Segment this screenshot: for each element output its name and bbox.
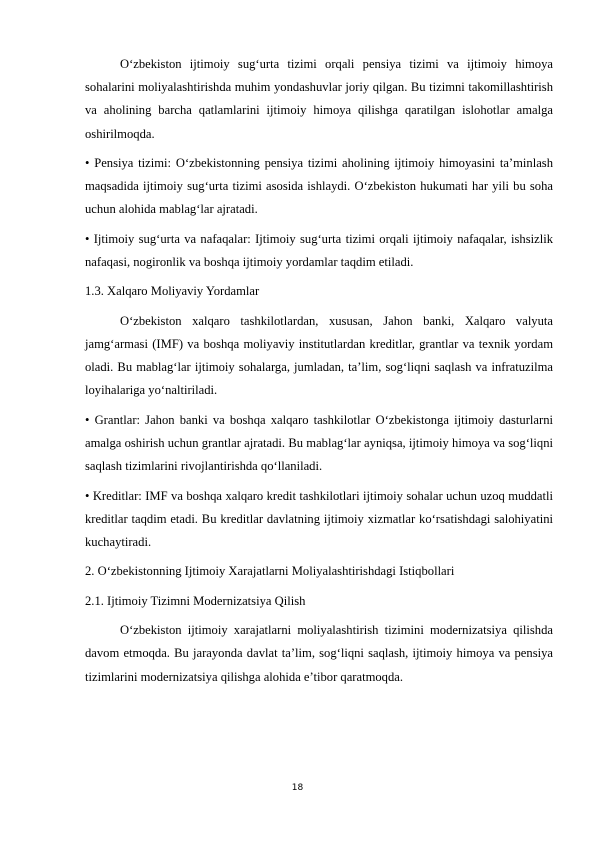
page-number: 18 — [291, 783, 304, 793]
bullet-social-insurance-benefits: • Ijtimoiy sug‘urta va nafaqalar: Ijtimoiy sug‘urta tizimi orqali ijtimoiy nafaqalar, ishsizlik nafaqasi, nogironlik va boshqa ijtimoiy yordamlar taqdim etiladi. — [85, 231, 553, 269]
document-body — [85, 53, 553, 695]
bullet-grants: • Grantlar: Jahon banki va boshqa xalqaro tashkilotlar O‘zbekistonga ijtimoiy dasturlarni amalga oshirish uchun grantlar ajratadi. Bu mablag‘lar ayniqsa, ijtimoiy himoya va sog‘liqni saqlash tizimlarini rivojlantirishda qo‘llaniladi. — [85, 412, 553, 474]
bullet-credits: • Kreditlar: IMF va boshqa xalqaro kredit tashkilotlari ijtimoiy sohalar uchun uzoq muddatli kreditlar taqdim etadi. Bu kreditlar davlatning ijtimoiy xizmatlar ko‘rsatishdagi salohiyatini kuchaytiradi. — [85, 488, 553, 549]
bullet-pension-system: • Pensiya tizimi: O‘zbekistonning pensiya tizimi aholining ijtimoiy himoyasini ta’minlash maqsadida ijtimoiy sug‘urta tizimi asosida ishlaydi. O‘zbekiston hukumati har yili bu soha uchun alohida mablag‘lar ajratadi. — [85, 156, 553, 217]
section-heading-1-3: 1.3. Xalqaro Moliyaviy Yordamlar — [85, 284, 260, 299]
paragraph-international-aid: O‘zbekiston xalqaro tashkilotlardan, xususan, Jahon banki, Xalqaro valyuta jamg‘armasi (IMF) va boshqa moliyaviy institutlardan kreditlar, grantlar va texnik yordam oladi. Bu mablag‘lar ijtimoiy sohalarga, jumladan, ta’lim, sog‘liqni saqlash va infratuzilma loyihalariga yo‘naltiriladi. — [85, 313, 553, 398]
paragraph-modernization: O‘zbekiston ijtimoiy xarajatlarni moliyalashtirish tizimini modernizatsiya qilishda davom etmoqda. Bu jarayonda davlat ta’lim, sog‘liqni saqlash, ijtimoiy himoya va pensiya tizimlarini modernizatsiya qilishga alohida e’tibor qaratmoqda. — [85, 623, 553, 684]
section-heading-2: 2. O‘zbekistonning Ijtimoiy Xarajatlarni Moliyalashtirishdagi Istiqbollari — [85, 564, 455, 579]
section-heading-2-1: 2.1. Ijtimoiy Tizimni Modernizatsiya Qilish — [85, 593, 306, 608]
paragraph-social-insurance-intro: O‘zbekiston ijtimoiy sug‘urta tizimi orqali pensiya tizimi va ijtimoiy himoya sohalarini moliyalashtirishda muhim yondashuvlar joriy qilgan. Bu tizimni takomillashtirish va aholining barcha qatlamlarini ijtimoiy himoya qilishga qaratilgan islohotlar amalga oshirilmoqda. — [85, 57, 553, 141]
